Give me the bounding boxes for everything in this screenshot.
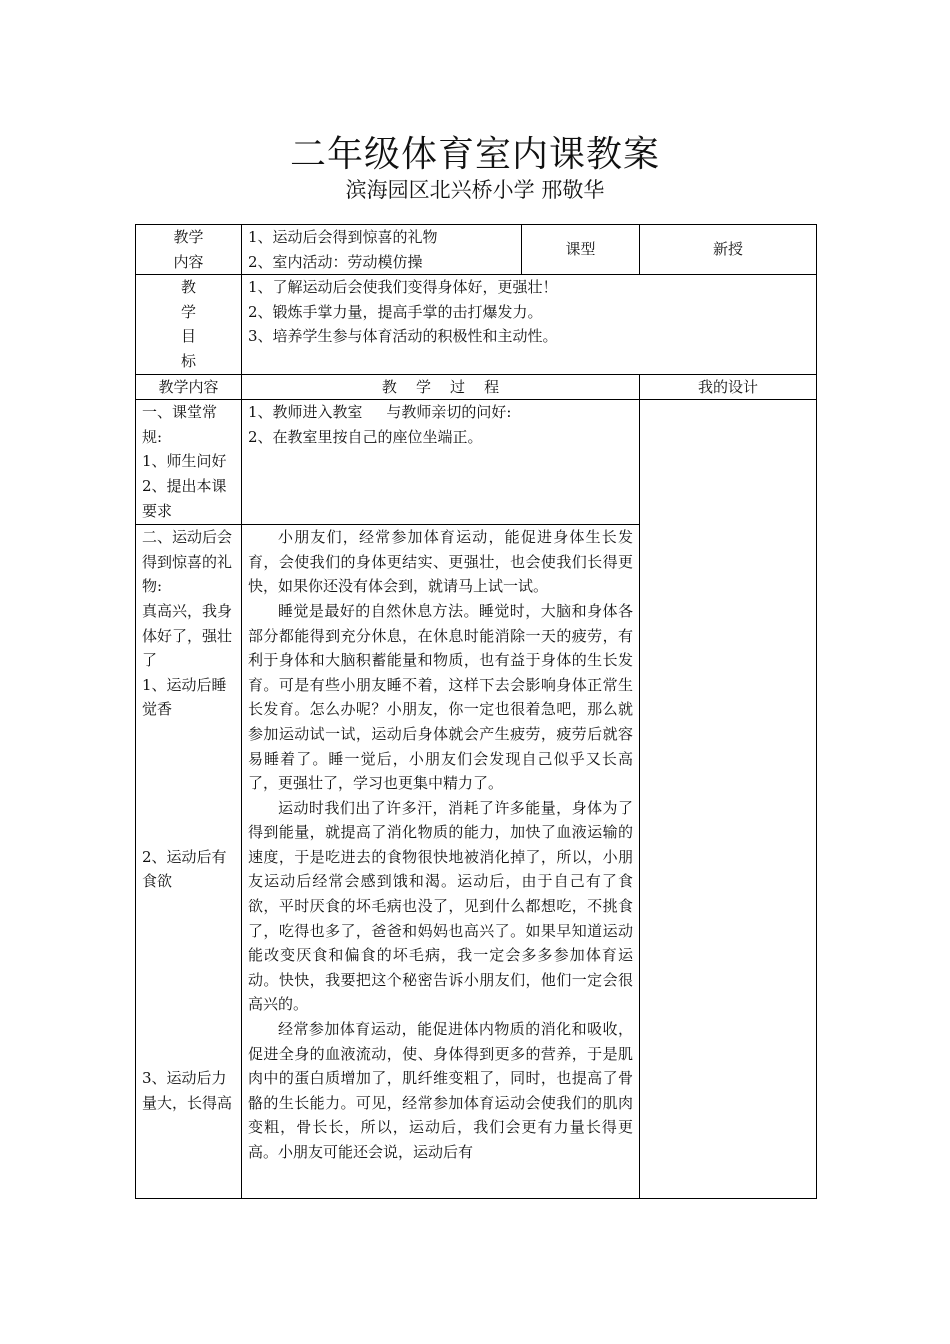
type-label-cell: 课型	[522, 225, 640, 275]
content-row	[136, 225, 817, 275]
goal-label-char: 学	[180, 302, 196, 321]
column-header-content: 教学内容	[136, 374, 242, 400]
goal-label-char: 目	[180, 327, 196, 346]
content-item: 1、运动后会得到惊喜的礼物	[248, 228, 438, 246]
goals-cell	[242, 275, 817, 374]
section1-process-line: 1、教师进入教室 与教师亲切的问好:	[248, 403, 512, 422]
section1-row	[136, 400, 817, 525]
goal-item: 2、锻炼手掌力量，提高手掌的击打爆发力。	[248, 302, 543, 321]
process-paragraph: 小朋友们，经常参加体育运动，能促进身体生长发育，会使我们的身体更结实、更强壮，也会使我们长得更快，如果你还没有体会到，就请马上试一试。	[248, 528, 633, 596]
goal-label-char: 标	[180, 351, 196, 370]
process-paragraph: 运动时我们出了许多汗，消耗了许多能量，身体为了得到能量，就提高了消化物质的能力，加快了血液运输的速度，于是吃进去的食物很快地被消化掉了，所以，小朋友运动后经常会感到饿和渴。运动后，由于自己有了食欲，平时厌食的坏毛病也没了，见到什么都想吃，不挑食了，吃得也多了，爸爸和妈妈也高兴了。如果早知道运动能改变厌食和偏食的坏毛病，我一定会多多参加体育运动。快快，我要把这个秘密告诉小朋友们，他们一定会很高兴的。	[248, 798, 633, 1014]
goal-label-char: 教	[180, 278, 196, 297]
goal-item: 1、了解运动后会使我们变得身体好，更强壮！	[248, 278, 558, 297]
section2-topic: 1、运动后睡觉香	[142, 675, 227, 719]
goal-item: 3、培养学生参与体育活动的积极性和主动性。	[248, 327, 558, 346]
section2-sublabel: 真高兴，我身体好了，强壮了	[142, 601, 233, 670]
goals-row	[136, 275, 817, 374]
page-title: 二年级体育室内课教案	[289, 134, 660, 175]
content-item: 2、室内活动：劳动模仿操	[248, 252, 423, 271]
section1-item: 2、提出本课要求	[142, 476, 227, 520]
column-header-design: 我的设计	[640, 374, 817, 400]
column-header-process: 教 学 过 程	[242, 374, 640, 400]
content-label-line2: 内容	[173, 252, 204, 271]
section1-process-cell	[242, 400, 640, 525]
page-subtitle: 滨海园区北兴桥小学 邢敬华	[345, 178, 605, 202]
column-header-row	[136, 374, 817, 400]
section1-item: 1、师生问好	[142, 452, 227, 471]
section1-label: 一、课堂常规:	[142, 403, 218, 446]
section2-label: 二、运动后会得到惊喜的礼物:	[142, 528, 233, 596]
section2-process-cell	[242, 525, 640, 1199]
content-label-cell	[136, 225, 242, 275]
process-paragraph: 睡觉是最好的自然休息方法。睡觉时，大脑和身体各部分都能得到充分休息，在休息时能消除一天的疲劳，有利于身体和大脑积蓄能量和物质，也有益于身体的生长发育。可是有些小朋友睡不着，这样下去会影响身体正常生长发育。怎么办呢？小朋友，你一定也很着急吧，那么就参加运动试一试，运动后身体就会产生疲劳，疲劳后就容易睡着了。睡一觉后，小朋友们会发现自己似乎又长高了，更强壮了，学习也更集中精力了。	[248, 601, 633, 793]
section2-label-cell	[136, 525, 242, 1199]
section1-label-cell	[136, 400, 242, 525]
content-items-cell	[242, 225, 522, 275]
lesson-plan-table	[135, 224, 817, 1199]
content-label-line1: 教学	[173, 228, 204, 246]
design-cell	[640, 400, 817, 1199]
section1-process-line: 2、在教室里按自己的座位坐端正。	[248, 427, 483, 446]
type-value-cell: 新授	[640, 225, 817, 275]
section2-topic: 2、运动后有食欲	[142, 847, 227, 891]
goals-label-cell	[136, 275, 242, 374]
process-paragraph: 经常参加体育运动，能促进体内物质的消化和吸收，促进全身的血液流动，使、身体得到更多的营养，于是肌肉中的蛋白质增加了，肌纤维变粗了，同时，也提高了骨骼的生长能力。可见，经常参加体育运动会使我们的肌肉变粗，骨长长，所以，运动后，我们会更有力量长得更高。小朋友可能还会说，运动后有	[248, 1020, 633, 1161]
section2-topic: 3、运动后力量大，长得高	[142, 1069, 233, 1112]
